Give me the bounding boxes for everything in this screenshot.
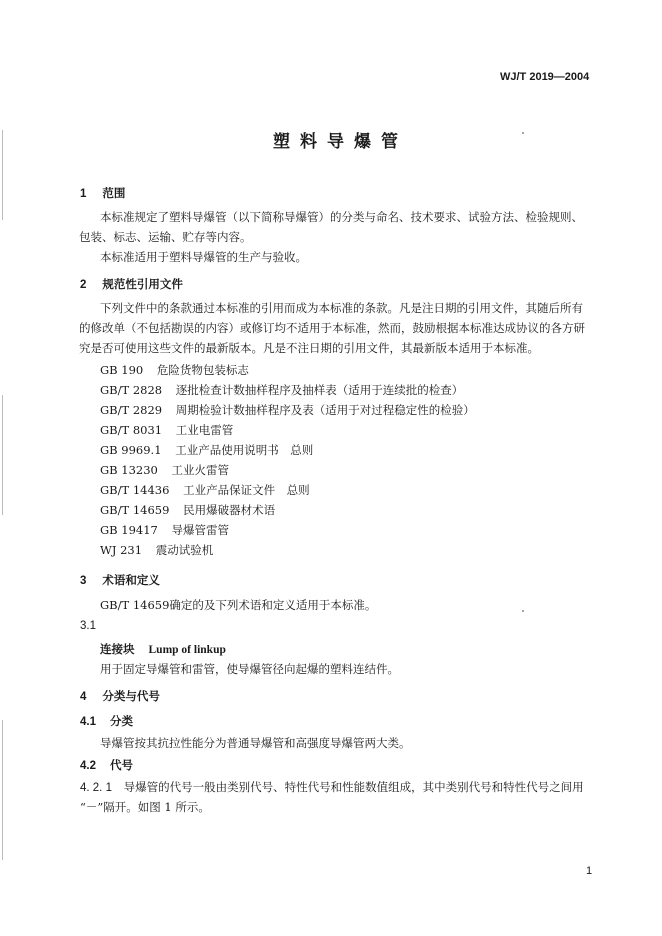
reference-item: [100, 365, 249, 377]
reference-title: 导爆管雷管: [171, 523, 230, 537]
reference-item: [100, 485, 310, 497]
reference-code: GB 9969.1: [100, 443, 162, 457]
reference-title: 工业产品保证文件 总则: [183, 483, 310, 497]
subsection-heading: [80, 760, 133, 773]
paragraph-line: 的修改单（不包括勘误的内容）或修订均不适用于本标准，然而，鼓励根据本标准达成协议的各方研: [79, 321, 585, 335]
reference-code: GB/T 2829: [100, 403, 163, 417]
scan-margin-line: [2, 720, 3, 860]
section-title: 分类与代号: [102, 689, 160, 703]
reference-title: 逐批检查计数抽样程序及抽样表（适用于连续批的检查）: [175, 383, 464, 397]
term-heading: [100, 644, 226, 657]
reference-item: [100, 505, 275, 517]
reference-code: GB 190: [100, 363, 144, 377]
scan-speck: [522, 132, 524, 134]
section-number: 2: [80, 279, 87, 291]
section-title: 规范性引用文件: [102, 277, 183, 291]
section-number: 1: [80, 188, 87, 200]
reference-code: WJ 231: [100, 543, 143, 557]
section-title: 范围: [102, 186, 126, 200]
section-heading: [80, 691, 160, 704]
paragraph: 导爆管按其抗拉性能分为普通导爆管和高强度导爆管两大类。: [100, 736, 411, 750]
reference-code: GB/T 2828: [100, 383, 163, 397]
scan-speck: [522, 610, 524, 612]
scan-margin-line: [2, 130, 3, 220]
reference-title: 工业产品使用说明书 总则: [175, 443, 314, 457]
section-heading: [80, 279, 183, 292]
reference-item: [100, 385, 463, 397]
page-number: 1: [586, 865, 593, 877]
paragraph-line: 包装、标志、运输、贮存等内容。: [79, 230, 252, 244]
reference-title: 工业火雷管: [171, 463, 230, 477]
subsection-heading: [80, 716, 133, 729]
scan-margin-line: [2, 395, 3, 515]
reference-title: 周期检验计数抽样程序及表（适用于对过程稳定性的检验）: [175, 403, 475, 417]
reference-code: GB/T 14659: [100, 503, 170, 517]
reference-item: [100, 405, 475, 417]
document-title: 塑料导爆管: [273, 132, 408, 152]
paragraph-line: “－”隔开。如图 1 所示。: [80, 800, 210, 814]
section-number: 3: [80, 575, 87, 587]
reference-title: 震动试验机: [155, 543, 214, 557]
clause-text: 导爆管的代号一般由类别代号、特性代号和性能数值组成，其中类别代号和特性代号之间用: [123, 780, 584, 794]
subsection-number: 4.1: [80, 716, 96, 728]
term-definition: 用于固定导爆管和雷管，使导爆管径向起爆的塑料连结件。: [100, 662, 399, 676]
reference-code: GB 19417: [100, 523, 158, 537]
paragraph-line: 下列文件中的条款通过本标准的引用而成为本标准的条款。凡是注日期的引用文件，其随后所有: [100, 301, 583, 315]
paragraph-line: 本标准规定了塑料导爆管（以下简称导爆管）的分类与命名、技术要求、试验方法、检验规则、: [100, 210, 583, 224]
clause-number: 4. 2. 1: [80, 782, 112, 794]
reference-item: [100, 465, 229, 477]
reference-item: [100, 425, 233, 437]
reference-item: [100, 525, 229, 537]
clause-line: [80, 782, 584, 795]
subsection-title: 分类: [110, 714, 134, 728]
reference-title: 工业电雷管: [175, 423, 234, 437]
reference-code: GB 13230: [100, 463, 158, 477]
subsection-title: 代号: [110, 758, 134, 772]
subsection-number: 4.2: [80, 760, 96, 772]
clause-number: 3.1: [80, 620, 96, 632]
term-english: Lump of linkup: [148, 644, 226, 656]
standard-code: WJ/T 2019—2004: [500, 71, 590, 83]
reference-code: GB/T 14436: [100, 483, 170, 497]
section-heading: [80, 188, 125, 201]
section-title: 术语和定义: [102, 573, 160, 587]
paragraph: 本标准适用于塑料导爆管的生产与验收。: [100, 250, 307, 264]
paragraph: GB/T 14659确定的及下列术语和定义适用于本标准。: [100, 598, 377, 612]
reference-item: [100, 445, 313, 457]
section-number: 4: [80, 691, 87, 703]
reference-title: 危险货物包装标志: [156, 363, 249, 377]
term-chinese: 连接块: [100, 642, 135, 656]
reference-title: 民用爆破器材术语: [183, 503, 276, 517]
section-heading: [80, 575, 160, 588]
paragraph-line: 究是否可使用这些文件的最新版本。凡是不注日期的引用文件，其最新版本适用于本标准。: [79, 341, 539, 355]
reference-item: [100, 545, 213, 557]
reference-code: GB/T 8031: [100, 423, 163, 437]
